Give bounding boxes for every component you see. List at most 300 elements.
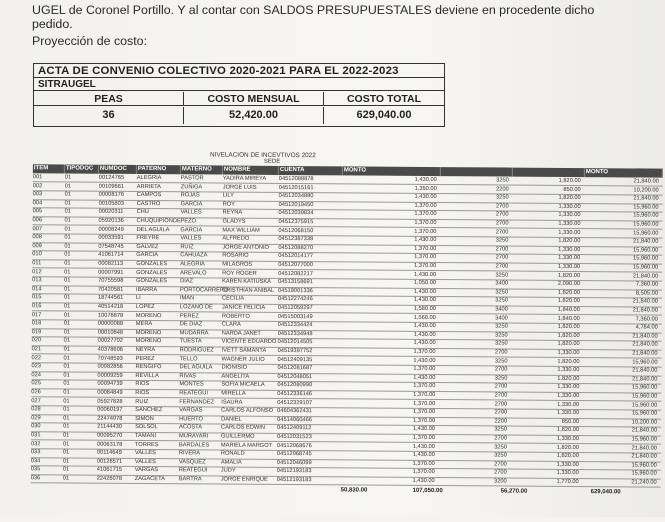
cell-col-9: 3250: [494, 375, 508, 382]
cell-item: 023: [31, 363, 42, 370]
cell-nombre: ALFREDO: [222, 235, 250, 242]
cell-cuenta: 04512077000: [278, 261, 314, 269]
cell-col-10: 1,820.00: [557, 332, 580, 339]
cell-col-9: 3400: [495, 280, 509, 287]
cell-paterno: CHU: [136, 209, 149, 216]
cell-paterno: RIOS: [135, 381, 150, 388]
cell-monto-total: 21,840.00: [632, 341, 658, 348]
total-value: 107,050.00: [412, 487, 443, 495]
cell-paterno: RENGIFO: [135, 364, 162, 371]
cell-item: 014: [32, 286, 42, 293]
cell-item: 024: [31, 372, 41, 379]
cell-tipodoc: 01: [63, 372, 70, 379]
cell-numdoc: 05927828: [97, 398, 123, 405]
cell-monto-total: 15,960.00: [631, 470, 657, 477]
cell-paterno: FREYRE: [136, 235, 160, 242]
cell-paterno: NEYRA: [135, 346, 156, 354]
cell-tipodoc: 01: [63, 363, 70, 370]
cell-paterno: RUIZ: [135, 398, 149, 405]
cell-monto: 1,430.00: [413, 340, 436, 347]
cell-monto: 1,370.00: [413, 400, 436, 407]
cell-monto: 1,430.00: [413, 357, 436, 364]
cell-numdoc: 40378606: [97, 346, 123, 353]
cell-monto-total: 15,960.00: [631, 410, 658, 417]
cell-tipodoc: 01: [64, 234, 71, 241]
cell-monto-total: 15,960.00: [633, 212, 659, 219]
cell-nombre: CECILIA: [221, 295, 245, 303]
cell-col-10: 1,840.00: [557, 306, 580, 314]
cell-monto: 1,560.00: [413, 314, 436, 321]
cell-cuenta: 04512068676: [276, 442, 312, 449]
cell-tipodoc: 01: [64, 200, 71, 207]
cell-numdoc: 18744561: [97, 295, 124, 302]
cell-paterno: SANCHEZ: [135, 407, 163, 414]
acta-header-monthly: COSTO MENSUAL: [184, 92, 324, 106]
cell-cuenta: 04512014505: [277, 339, 313, 346]
cell-cuenta: 04512019450: [278, 201, 314, 208]
cell-col-10: 1,840.00: [557, 315, 580, 322]
cell-nombre: CRISTHIAN ANIBAL: [222, 287, 275, 294]
cell-materno: HUERTO: [179, 416, 203, 423]
cell-monto-total: 21,840.00: [632, 273, 659, 280]
cell-col-9: 2700: [495, 254, 509, 261]
total-value: 629,040.00: [590, 489, 621, 496]
cell-monto: 1,370.00: [412, 460, 435, 467]
cell-paterno: GONZALES: [136, 269, 168, 276]
cell-col-9: 3250: [495, 237, 509, 244]
cell-monto-total: 15,960.00: [631, 402, 658, 409]
cell-col-9: 2700: [494, 383, 508, 390]
cell-tipodoc: 01: [64, 174, 72, 181]
cell-col-9: 2700: [494, 349, 508, 356]
cell-monto: 1,430.00: [413, 323, 436, 330]
cell-monto-total: 15,960.00: [631, 436, 658, 443]
cell-materno: TELLO: [179, 355, 198, 362]
cell-monto-total: 8,505.00: [635, 290, 659, 297]
cell-numdoc: 00128571: [96, 458, 123, 465]
cell-col-9: 3250: [495, 272, 509, 279]
cell-cuenta: 04512409135: [277, 356, 313, 363]
cell-col-10: 1,330.00: [557, 392, 580, 400]
cell-col-9: 2700: [495, 263, 509, 270]
cell-col-9: 2700: [494, 461, 507, 468]
cell-cuenta: 04604362431: [277, 408, 313, 415]
cell-nombre: JORGE ANTONIO: [222, 244, 270, 251]
cell-nombre: ROSARIO: [222, 252, 249, 260]
cell-tipodoc: 01: [63, 380, 70, 387]
cell-tipodoc: 01: [64, 286, 71, 293]
cell-item: 026: [31, 389, 41, 396]
cell-item: 027: [31, 397, 41, 404]
cell-col-10: 1,820.00: [557, 298, 580, 305]
cell-monto-total: 21,840.00: [632, 350, 658, 357]
cell-monto-total: 15,960.00: [633, 230, 659, 237]
cell-cuenta: 04512068150: [278, 227, 314, 234]
cell-item: 001: [32, 174, 43, 181]
cell-col-10: 1,330.00: [558, 229, 581, 236]
cell-col-9: 3250: [495, 297, 508, 304]
cell-item: 011: [32, 260, 42, 267]
cell-monto: 1,370.00: [413, 366, 436, 373]
cell-paterno: GONZALES: [136, 260, 168, 268]
cell-nombre: JORGE LUIS: [222, 184, 257, 191]
cell-materno: REATEGUI: [178, 467, 208, 474]
cell-col-10: 1,820.00: [557, 341, 580, 348]
cell-materno: VARGAS: [179, 407, 203, 414]
cell-materno: MURAYARI: [178, 433, 209, 440]
cell-col-10: 1,820.00: [557, 358, 580, 365]
cell-col-9: 2700: [494, 366, 508, 373]
incentive-sheet: [0, 150, 665, 522]
cell-cuenta: 04512193183: [276, 468, 312, 475]
cell-tipodoc: 01: [64, 269, 71, 276]
acta-title: ACTA DE CONVENIO COLECTIVO 2020-2021 PARA EL 2022-2023: [34, 64, 444, 78]
cell-numdoc: 00084849: [97, 389, 123, 396]
cell-tipodoc: 01: [63, 294, 71, 301]
cell-tipodoc: 01: [63, 398, 70, 405]
total-value: 50,830.00: [340, 487, 368, 494]
cell-tipodoc: 01: [63, 320, 71, 327]
cell-col-9: 3250: [494, 452, 507, 459]
cell-numdoc: 00027702: [97, 338, 124, 345]
cell-paterno: SIMON: [135, 415, 154, 422]
cell-paterno: REVILLA: [135, 372, 159, 379]
column-header-cuenta: CUENTA: [279, 166, 343, 175]
cell-tipodoc: 01: [62, 441, 70, 448]
cell-item: 030: [31, 423, 41, 430]
cell-monto: 1,370.00: [413, 391, 436, 399]
cell-numdoc: 41061714: [98, 252, 124, 259]
cell-monto: 1,370.00: [414, 262, 437, 270]
cell-item: 008: [32, 234, 42, 241]
cell-materno: BARDALES: [178, 441, 210, 449]
cell-nombre: JANICE FELICIA: [221, 304, 266, 311]
cell-col-9: 3400: [495, 315, 508, 322]
cell-col-10: 1,330.00: [558, 212, 581, 219]
cell-monto: 1,370.00: [413, 348, 436, 356]
cell-col-9: 3250: [495, 332, 508, 339]
cell-item: 031: [30, 432, 41, 439]
cell-col-10: 1,330.00: [558, 246, 581, 253]
cell-tipodoc: 01: [64, 277, 71, 284]
cell-monto-total: 21,840.00: [632, 333, 658, 340]
cell-paterno: CASTRO: [136, 200, 161, 207]
cell-tipodoc: 01: [62, 475, 70, 482]
cell-col-9: 2200: [496, 186, 509, 193]
cell-numdoc: 00009259: [97, 372, 123, 379]
cell-materno: ALEGRIA: [180, 261, 205, 268]
cell-item: 018: [31, 320, 42, 327]
cell-cuenta: 04512068745: [276, 451, 312, 458]
cell-materno: PEZO: [180, 218, 197, 225]
acta-union-name: SITRAUGEL: [34, 79, 444, 91]
cell-numdoc: 70748593: [97, 355, 123, 362]
cell-monto: 1,370.00: [413, 383, 436, 390]
cell-cuenta: 04519001336: [278, 287, 313, 294]
cell-tipodoc: 01: [63, 415, 70, 422]
cell-cuenta: 04515003149: [277, 313, 313, 320]
cell-col-9: 2700: [495, 229, 509, 236]
cell-monto: 1,370.00: [412, 469, 435, 476]
cell-nombre: RONALD: [220, 450, 245, 457]
cell-monto-total: 21,840.00: [632, 376, 658, 383]
cell-cuenta: 04512387338: [278, 236, 314, 243]
column-header-tipodoc: TIPODOC: [65, 164, 99, 173]
cell-item: 009: [32, 243, 42, 250]
cell-paterno: VALLES: [134, 450, 156, 457]
cell-monto: 1,050.00: [413, 280, 437, 287]
cell-paterno: GARCIA: [136, 252, 159, 259]
cell-tipodoc: 01: [64, 260, 71, 267]
cell-paterno: PEREZ: [135, 355, 155, 362]
cell-col-10: 850.00: [563, 186, 581, 193]
acta-value-peas: 36: [34, 107, 184, 124]
cell-nombre: JUDY: [220, 467, 236, 475]
cell-monto-total: 15,960.00: [632, 384, 658, 391]
acta-value-total: 629,040.00: [356, 109, 412, 121]
projection-label: Proyección de costo:: [32, 34, 148, 48]
cell-materno: ROJAS: [180, 192, 200, 199]
cell-numdoc: 22426078: [96, 475, 123, 482]
cell-paterno: SOLSOL: [135, 424, 158, 431]
cell-paterno: ZAGACETA: [134, 475, 165, 483]
cell-paterno: VARGAS: [134, 467, 159, 474]
cell-item: 013: [32, 277, 42, 284]
cell-cuenta: 04512088878: [278, 175, 314, 183]
cell-materno: BARTRA: [178, 476, 202, 483]
cell-monto: 1,370.00: [414, 254, 437, 261]
cell-tipodoc: 01: [64, 183, 72, 190]
cell-col-10: 1,820.00: [557, 324, 580, 331]
cell-col-10: 1,330.00: [557, 384, 580, 391]
cell-nombre: ROY: [222, 201, 235, 208]
cell-col-10: 2,090.00: [557, 281, 581, 288]
cell-cuenta: 04512329107: [277, 399, 313, 406]
cell-tipodoc: 01: [62, 432, 70, 439]
cell-nombre: DANIEL: [221, 416, 242, 423]
cell-materno: GARCIA: [180, 201, 203, 208]
cell-col-10: 1,330.00: [557, 349, 580, 357]
cell-paterno: MORENO: [135, 338, 162, 345]
cell-cuenta: 04512080990: [277, 382, 313, 389]
cell-tipodoc: 01: [64, 217, 71, 224]
cell-monto: 1,430.00: [414, 237, 437, 244]
cell-col-9: 2700: [495, 220, 509, 227]
acta-header-peas: PEAS: [34, 92, 184, 106]
cell-numdoc: 00063178: [96, 441, 123, 448]
cell-item: 004: [32, 200, 43, 207]
cell-col-9: 3200: [494, 478, 507, 485]
cell-cuenta: 04512059297: [277, 304, 313, 312]
cell-col-10: 1,330.00: [556, 461, 579, 468]
cell-nombre: MAX WILLIAM: [222, 227, 260, 234]
cell-numdoc: 00082856: [97, 363, 123, 371]
cell-tipodoc: 01: [63, 406, 70, 413]
cell-cuenta: 04514060466: [277, 416, 312, 423]
cell-monto: 1,430.00: [412, 443, 435, 450]
cell-item: 036: [30, 475, 41, 482]
cell-numdoc: 70420581: [98, 286, 124, 293]
column-header-item: ITEM: [33, 164, 65, 173]
cell-col-9: 3250: [495, 323, 508, 330]
cell-cuenta: 04512334424: [277, 322, 313, 329]
cell-paterno: LOPEZ: [135, 303, 155, 311]
cell-cuenta: 04513158691: [278, 279, 313, 286]
cell-materno: IMAN: [179, 295, 195, 302]
cell-item: 035: [30, 466, 41, 473]
cell-col-10: 1,330.00: [558, 255, 581, 262]
cell-col-10: 1,820.00: [558, 238, 581, 245]
cell-numdoc: 00082113: [98, 260, 124, 267]
cell-monto: 1,430.00: [412, 477, 435, 485]
cell-numdoc: 05920136: [98, 217, 124, 224]
cell-tipodoc: 01: [64, 251, 71, 258]
cell-paterno: GALVEZ: [136, 243, 159, 250]
cell-col-10: 1,770.00: [556, 478, 579, 486]
acta-table: [33, 63, 445, 127]
cell-numdoc: 00007991: [98, 269, 124, 276]
cell-numdoc: 00095270: [96, 432, 123, 439]
cell-materno: RODRIGUEZ: [179, 347, 214, 354]
cell-item: 003: [32, 191, 43, 198]
cell-monto-total: 15,960.00: [632, 255, 659, 262]
cell-paterno: DEL AGUILA: [136, 226, 170, 233]
cell-materno: RUIZ: [180, 244, 194, 251]
cell-nombre: NARDA JANET: [221, 330, 261, 337]
intro-text: [32, 4, 662, 31]
cell-cuenta: 04512048051: [277, 373, 313, 380]
cell-paterno: IBARRA: [136, 286, 158, 293]
cell-numdoc: 00008249: [98, 226, 124, 233]
cell-nombre: ROBERTO: [221, 313, 250, 320]
cell-col-9: 3250: [496, 177, 509, 184]
cell-nombre: ANGELITA: [221, 373, 250, 380]
cell-tipodoc: 01: [64, 208, 71, 215]
cell-item: 012: [32, 268, 42, 275]
cell-numdoc: 22474078: [97, 415, 123, 422]
cell-col-10: 1,820.00: [557, 272, 581, 279]
cell-col-10: 1,820.00: [557, 289, 581, 296]
cell-numdoc: 41061715: [96, 467, 123, 474]
cell-nombre: ISAURA: [221, 399, 243, 406]
column-header-numdoc: NUMDOC: [99, 165, 137, 174]
cell-paterno: MORENO: [135, 329, 162, 336]
total-value: 56,270.00: [500, 488, 528, 495]
cell-numdoc: 00060197: [97, 406, 123, 414]
cell-nombre: DIONISIO: [221, 364, 248, 371]
cell-col-10: 1,820.00: [558, 195, 581, 202]
cell-col-10: 1,820.00: [556, 453, 579, 460]
cell-cuenta: 04512034880: [278, 193, 314, 200]
cell-materno: CAHUAZA: [180, 252, 208, 259]
cell-materno: ZUÑIGA: [180, 183, 203, 191]
cell-cuenta: 04512088270: [278, 244, 314, 251]
cell-materno: DEL AGUILA: [179, 364, 213, 371]
cell-monto: 1,370.00: [414, 202, 437, 209]
cell-item: 017: [31, 311, 42, 318]
cell-tipodoc: 01: [64, 226, 71, 233]
cell-tipodoc: 01: [63, 329, 71, 336]
cell-numdoc: 21144430: [97, 424, 122, 431]
cell-item: 020: [31, 337, 42, 344]
acta-value-monthly: 52,420.00: [184, 107, 324, 124]
cell-col-9: 2700: [495, 211, 509, 218]
cell-nombre: GUILLERMO: [220, 433, 255, 440]
cell-col-10: 1,330.00: [556, 435, 580, 443]
cell-tipodoc: 01: [62, 458, 70, 465]
cell-monto: 1,430.00: [414, 176, 437, 184]
cell-paterno: CHUQUIPIONDE: [136, 217, 181, 225]
cell-nombre: MIRELLA: [221, 390, 246, 397]
cell-cuenta: 04512334948: [277, 330, 313, 337]
cell-col-9: 2700: [494, 409, 508, 416]
cell-numdoc: 00124765: [98, 174, 125, 181]
column-header-nombre: NOMBRE: [223, 166, 279, 175]
cell-paterno: TAMANI: [134, 432, 157, 440]
cell-col-9: 2700: [495, 203, 509, 210]
cell-monto-total: 4,784.00: [635, 324, 658, 331]
cell-nombre: CLARA: [221, 321, 241, 328]
cell-col-9: 3250: [494, 444, 507, 451]
cell-monto-total: 15,960.00: [632, 359, 658, 366]
cell-materno: ACOSTA: [179, 424, 203, 431]
cell-tipodoc: 01: [64, 243, 71, 250]
cell-numdoc: 70755598: [98, 277, 124, 285]
cell-cuenta: 04512015161: [278, 184, 314, 191]
cell-monto-total: 15,960.00: [633, 221, 659, 228]
cell-monto-total: 15,960.00: [631, 462, 657, 469]
cell-monto-total: 21,840.00: [631, 445, 657, 452]
cell-monto-total: 21,840.00: [632, 307, 658, 314]
cell-monto: 1,370.00: [413, 409, 436, 416]
cell-paterno: GONZALES: [136, 278, 168, 285]
cell-item: 002: [32, 182, 43, 189]
cell-item: 007: [32, 225, 42, 232]
cell-col-10: 1,330.00: [557, 367, 580, 374]
sheet-subtitle: SEDE: [263, 158, 281, 165]
cell-materno: MONTES: [179, 381, 204, 388]
cell-paterno: TORRES: [134, 441, 159, 448]
cell-cuenta: 04512274246: [277, 296, 313, 303]
cell-numdoc: 00105803: [98, 200, 124, 207]
column-header-monto: MONTO: [343, 166, 441, 176]
cell-paterno: LI: [135, 295, 141, 302]
cell-monto-total: 21,840.00: [632, 298, 658, 305]
cell-nombre: MILAGROS: [222, 261, 253, 268]
cell-item: 010: [32, 251, 42, 258]
cell-monto: 1,370.00: [412, 434, 436, 442]
cell-item: 029: [31, 415, 41, 422]
cell-materno: REATEGUI: [179, 390, 208, 397]
cell-nombre: ROY ROGER: [222, 270, 257, 277]
cell-cuenta: 04512046099: [276, 459, 312, 466]
cell-monto: 1,350.00: [414, 185, 437, 192]
cell-monto-total: 21,840.00: [631, 427, 658, 434]
cell-nombre: GLADYS: [222, 218, 246, 225]
cell-item: 032: [30, 440, 41, 447]
cell-monto-total: 21,840.00: [633, 195, 659, 202]
column-header-monto-total: MONTO: [585, 168, 663, 178]
cell-col-10: 1,330.00: [558, 263, 581, 271]
cell-cuenta: 04512082217: [278, 270, 313, 277]
cell-materno: DIAZ: [180, 278, 194, 285]
cell-item: 015: [31, 294, 42, 301]
cell-nombre: CARLOS ALFONSO: [221, 407, 274, 415]
cell-monto: 1,370.00: [412, 417, 436, 424]
cell-cuenta: 04512409112: [277, 425, 312, 432]
cell-numdoc: 00008176: [98, 191, 125, 199]
cell-tipodoc: 01: [62, 449, 70, 456]
